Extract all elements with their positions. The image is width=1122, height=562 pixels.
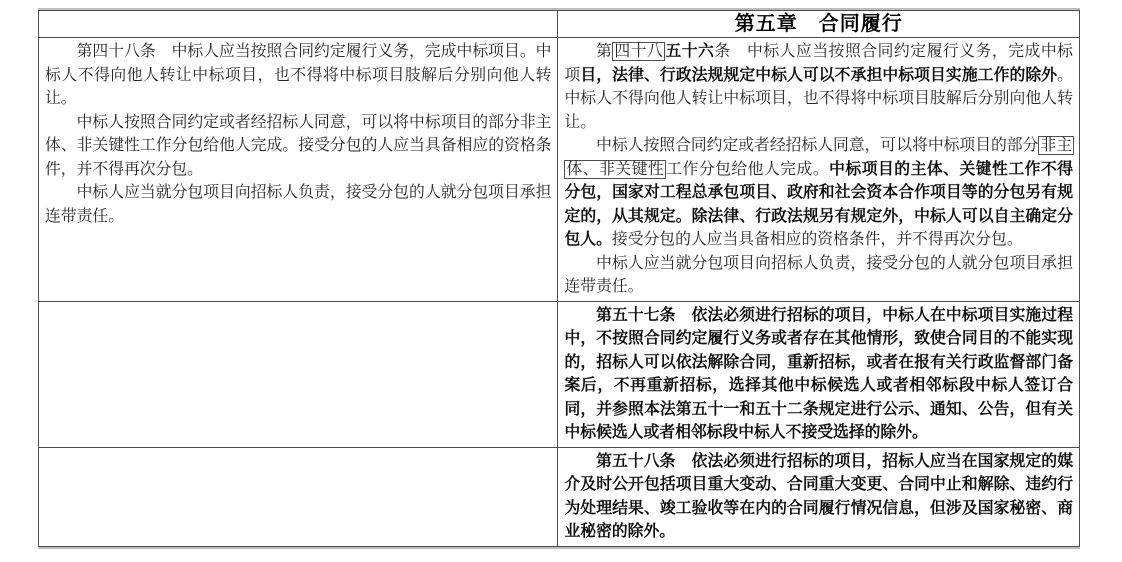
added-text-run: 第五十八条 依法必须进行招标的项目，招标人应当在国家规定的媒介及时公开包括项目重大变动、合同重大变更、合同中止和解除、违约行为处理结果、竣工验收等在内的合同履行情况信息，但涉及国家秘密、商业秘密的除外。 (564, 452, 1073, 540)
law-paragraph (45, 111, 551, 182)
new-law-header-cell (558, 11, 1080, 38)
table-row-article-57 (39, 301, 1080, 447)
added-text-run: 五十六 (665, 43, 715, 60)
table-row-article-58 (39, 447, 1080, 546)
old-law-cell-empty-2 (39, 447, 558, 546)
text-run: 条 中标人应当按照合同约定履行义务，完成中标项 (564, 43, 1073, 84)
law-paragraph (45, 40, 551, 111)
law-comparison-table (38, 10, 1080, 547)
law-paragraph (45, 181, 551, 228)
text-run: 第 (596, 43, 613, 60)
text-run: 中标人按照合同约定或者经招标人同意，可以将中标项目的部分非主体、非关键性工作分包给他人完成。接受分包的人应当具备相应的资格条件，并不得再次分包。 (45, 113, 552, 178)
old-law-cell-article-48 (39, 38, 558, 302)
old-law-cell-empty-1 (39, 301, 558, 447)
added-text-run: 第五十七条 依法必须进行招标的项目，中标人在中标项目实施过程中，不按照合同约定履行义务或者存在其他情形，致使合同目的不能实现的，招标人可以依法解除合同，重新招标，或者在报有关行政监督部门备案后，不再重新招标，选择其他中标候选人或者相邻标段中标人签订合同，并参照本法第五十一和五十二条规定进行公示、通知、公告，但有关中标候选人或者相邻标段中标人不接受选择的除外。 (564, 306, 1073, 441)
text-run: 第四十八条 中标人应当按照合同约定履行义务，完成中标项目。中标人不得向他人转让中标项目，也不得将中标项目肢解后分别向他人转让。 (45, 43, 552, 107)
law-paragraph (564, 40, 1073, 134)
added-text-run: 中标项目的主体、关键性工作不得分包，国家对工程总承包项目、政府和社会资本合作项目等的分包另有规定的，从其规定。除法律、行政法规另有规定外，中标人可以自主确定分包人。 (564, 160, 1073, 248)
added-text-run: 目，法律、行政法规规定中标人可以不承担中标项目实施工作的除外 (580, 66, 1058, 84)
new-law-cell-article-57 (558, 301, 1080, 447)
new-law-cell-article-56 (558, 38, 1080, 302)
law-paragraph (564, 134, 1073, 252)
text-run: 中标人按照合同约定或者经招标人同意，可以将中标项目的部分 (596, 137, 1039, 154)
new-law-cell-article-58 (558, 447, 1080, 546)
table-row-article-48-56 (39, 38, 1080, 302)
text-run: 接受分包的人应当具备相应的资格条件，并不得再次分包。 (611, 231, 1023, 248)
deleted-text-run: 非主体、非关键性 (566, 137, 1073, 178)
deleted-text-run: 四十八 (614, 43, 664, 60)
text-run: 。中标人不得向他人转让中标项目，也不得将中标项目肢解后分别向他人转让。 (564, 66, 1073, 131)
text-run: 中标人应当就分包项目向招标人负责，接受分包的人就分包项目承担连带责任。 (564, 254, 1073, 295)
law-paragraph (564, 304, 1073, 445)
text-run: 中标人应当就分包项目向招标人负责，接受分包的人就分包项目承担连带责任。 (45, 184, 552, 225)
text-run: 工作分包给他人完成。 (666, 160, 830, 178)
law-paragraph (564, 252, 1073, 299)
law-comparison-table-wrap (38, 10, 1080, 547)
old-law-header-cell (39, 11, 558, 38)
table-header-row (39, 11, 1080, 38)
chapter-title: 第五章 合同履行 (734, 13, 903, 35)
law-paragraph (564, 450, 1073, 544)
